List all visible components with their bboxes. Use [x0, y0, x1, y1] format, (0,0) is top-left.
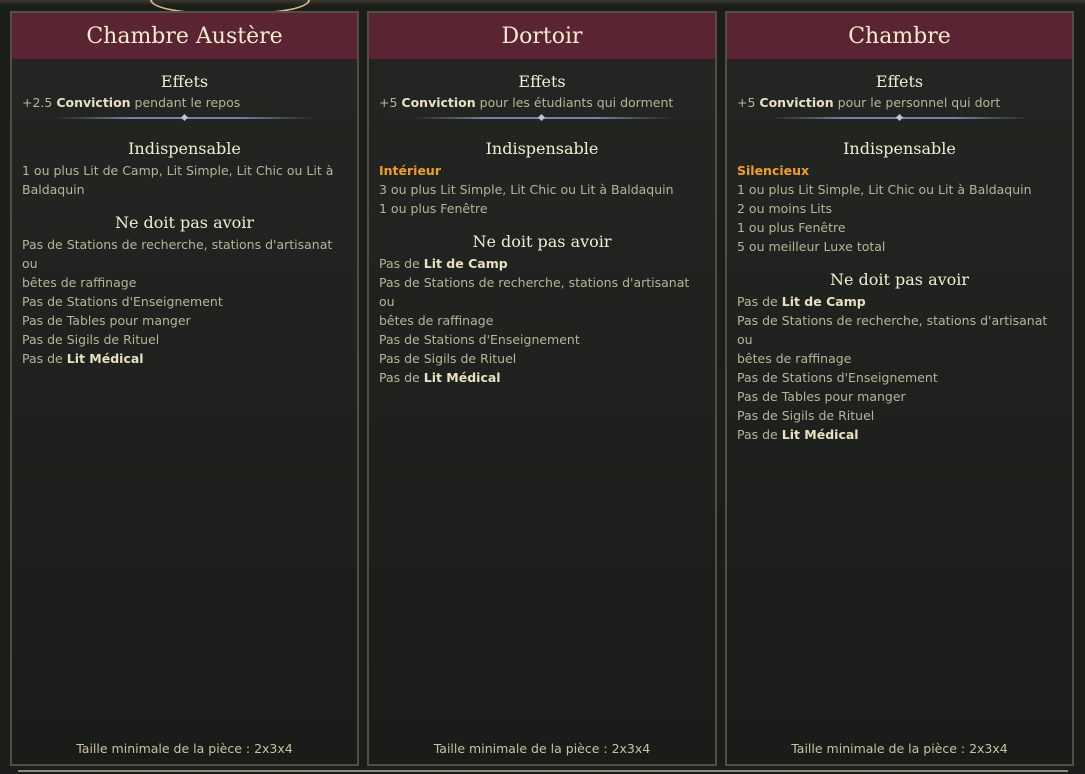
forbidden-line: Pas de Sigils de Rituel — [22, 332, 160, 347]
forbidden-line: Pas de Lit de Camp — [737, 294, 866, 309]
requirement-line: 1 ou plus Lit de Camp, Lit Simple, Lit Chic ou Lit à — [22, 163, 334, 178]
requirement-line: 1 ou plus Fenêtre — [379, 201, 488, 216]
bottom-border — [18, 770, 1068, 772]
section-divider — [769, 117, 1031, 119]
forbidden-line: Pas de Stations de recherche, stations d'artisanat ou — [737, 313, 1048, 347]
effect-line: +5 Conviction pour les étudiants qui dorment — [379, 95, 674, 110]
requirement-line: 3 ou plus Lit Simple, Lit Chic ou Lit à Baldaquin — [379, 182, 674, 197]
requirement-line: 2 ou moins Lits — [737, 201, 833, 216]
room-card-dortoir[interactable] — [367, 11, 717, 766]
effect-line: +2.5 Conviction pendant le repos — [22, 95, 241, 110]
min-room-size: Taille minimale de la pièce : 2x3x4 — [791, 741, 1008, 756]
required-title: Indispensable — [843, 139, 956, 158]
room-title: Chambre Austère — [12, 13, 357, 60]
forbidden-line: bêtes de raffinage — [22, 275, 137, 290]
required-title: Indispensable — [128, 139, 241, 158]
section-divider — [411, 117, 673, 119]
forbidden-line: Pas de Lit de Camp — [379, 256, 508, 271]
forbidden-line: Pas de Tables pour manger — [22, 313, 191, 328]
section-divider — [54, 117, 316, 119]
requirement-line: 1 ou plus Fenêtre — [737, 220, 846, 235]
forbidden-line: Pas de Sigils de Rituel — [737, 408, 875, 423]
forbidden-line: Pas de Sigils de Rituel — [379, 351, 517, 366]
forbidden-line: bêtes de raffinage — [379, 313, 494, 328]
requirement-line: Baldaquin — [22, 182, 85, 197]
forbidden-line: Pas de Stations de recherche, stations d'artisanat ou — [379, 275, 690, 309]
forbidden-title: Ne doit pas avoir — [472, 232, 612, 251]
min-room-size: Taille minimale de la pièce : 2x3x4 — [433, 741, 651, 756]
room-title: Chambre — [727, 13, 1072, 60]
forbidden-line: Pas de Stations de recherche, stations d'artisanat ou — [22, 237, 333, 271]
required-tag: Silencieux — [737, 163, 810, 178]
min-room-size: Taille minimale de la pièce : 2x3x4 — [76, 741, 293, 756]
forbidden-title: Ne doit pas avoir — [114, 213, 255, 232]
effects-title: Effets — [518, 72, 566, 91]
forbidden-line: Pas de Stations d'Enseignement — [737, 370, 938, 385]
forbidden-line: Pas de Stations d'Enseignement — [379, 332, 580, 347]
room-card-chambre[interactable] — [725, 11, 1074, 766]
forbidden-line: bêtes de raffinage — [737, 351, 852, 366]
forbidden-line: Pas de Lit Médical — [379, 370, 501, 385]
forbidden-line: Pas de Tables pour manger — [737, 389, 906, 404]
effects-title: Effets — [875, 72, 924, 91]
forbidden-line: Pas de Lit Médical — [22, 351, 144, 366]
requirement-line: 1 ou plus Lit Simple, Lit Chic ou Lit à Baldaquin — [737, 182, 1032, 197]
room-title: Dortoir — [369, 13, 715, 60]
effects-title: Effets — [160, 72, 209, 91]
forbidden-line: Pas de Stations d'Enseignement — [22, 294, 223, 309]
required-tag: Intérieur — [379, 163, 441, 178]
room-card-chambre-austere[interactable] — [10, 11, 359, 766]
forbidden-line: Pas de Lit Médical — [737, 427, 859, 442]
requirement-line: 5 ou meilleur Luxe total — [737, 239, 886, 254]
forbidden-title: Ne doit pas avoir — [829, 270, 970, 289]
effect-line: +5 Conviction pour le personnel qui dort — [737, 95, 1001, 110]
required-title: Indispensable — [485, 139, 599, 158]
